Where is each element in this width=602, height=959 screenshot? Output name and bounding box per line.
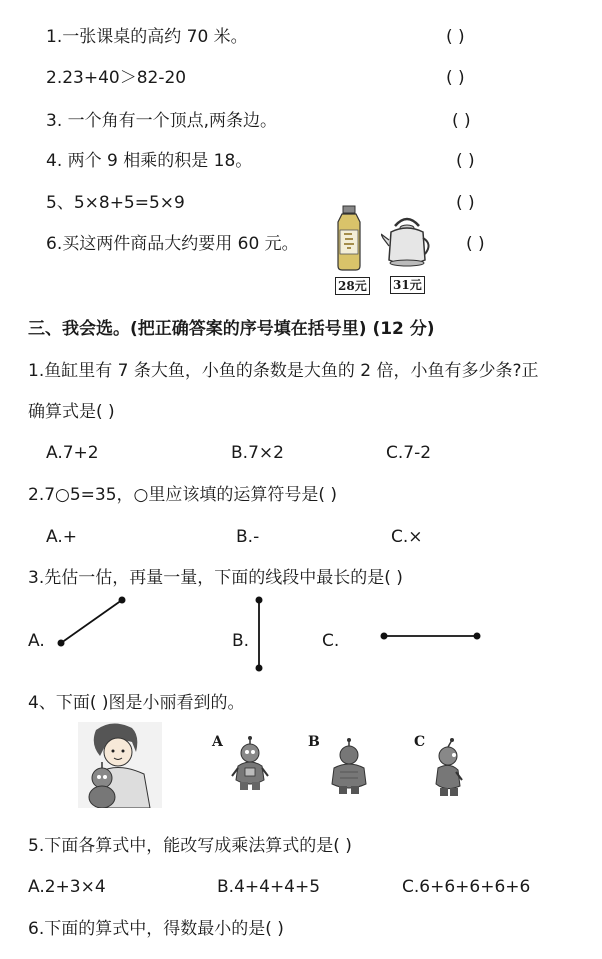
segment-b-endpoint (256, 665, 263, 672)
doll-back-view-image[interactable] (328, 738, 370, 796)
segment-a-endpoint (119, 597, 126, 604)
doll-side-view-image[interactable] (430, 738, 466, 798)
line-segments-figure (0, 590, 602, 680)
question-5-option-c[interactable]: C.6+6+6+6+6 (402, 877, 531, 897)
price-tag-kettle: 31元 (390, 276, 425, 294)
judge-item-2: 2.23+40＞82-20 (46, 68, 187, 88)
section-title: 三、我会选。(把正确答案的序号填在括号里) (12 分) (28, 319, 435, 339)
option-c-label[interactable]: C (414, 734, 426, 750)
question-2-option-b[interactable]: B.- (236, 527, 260, 547)
option-b-label[interactable]: B (308, 734, 320, 750)
segment-c-endpoint (381, 633, 388, 640)
answer-paren-5[interactable]: ( ) (456, 193, 475, 213)
judge-item-4: 4. 两个 9 相乘的积是 18。 (46, 151, 253, 171)
judge-item-6: 6.买这两件商品大约要用 60 元。 (46, 234, 299, 254)
answer-paren-3[interactable]: ( ) (452, 111, 471, 131)
question-1-option-c[interactable]: C.7-2 (386, 443, 432, 463)
price-tag-bottle: 28元 (335, 277, 370, 295)
answer-paren-2[interactable]: ( ) (446, 68, 465, 88)
answer-paren-4[interactable]: ( ) (456, 151, 475, 171)
question-3-stem: 3.先估一估，再量一量，下面的线段中最长的是( ) (28, 568, 403, 588)
segment-c-endpoint (474, 633, 481, 640)
segment-b-endpoint (256, 597, 263, 604)
judge-item-3: 3. 一个角有一个顶点,两条边。 (46, 111, 278, 131)
question-2-option-a[interactable]: A.+ (46, 527, 77, 547)
question-1-option-b[interactable]: B.7×2 (231, 443, 284, 463)
question-3-option-c[interactable]: C. (322, 631, 340, 651)
question-5-option-a[interactable]: A.2+3×4 (28, 877, 106, 897)
answer-paren-6[interactable]: ( ) (466, 234, 485, 254)
bottle-image (330, 204, 368, 272)
question-5-stem: 5.下面各算式中，能改写成乘法算式的是( ) (28, 836, 352, 856)
question-3-option-a[interactable]: A. (28, 631, 45, 651)
kettle-image (381, 210, 433, 270)
question-2-stem: 2.7○5=35，○里应该填的运算符号是( ) (28, 485, 338, 505)
question-4-stem: 4、下面( )图是小丽看到的。 (28, 693, 245, 713)
question-1-stem: 1.鱼缸里有 7 条大鱼，小鱼的条数是大鱼的 2 倍，小鱼有多少条?正 (28, 361, 539, 381)
option-a-label[interactable]: A (212, 734, 223, 750)
question-5-option-b[interactable]: B.4+4+4+5 (217, 877, 321, 897)
doll-front-view-image[interactable] (230, 736, 270, 792)
question-3-option-b[interactable]: B. (232, 631, 250, 651)
answer-paren-1[interactable]: ( ) (446, 27, 465, 47)
girl-with-doll-image (78, 722, 162, 808)
judge-item-1: 1.一张课桌的高约 70 米。 (46, 27, 248, 47)
question-1-option-a[interactable]: A.7+2 (46, 443, 99, 463)
judge-item-5: 5、5×8+5=5×9 (46, 193, 185, 213)
segment-a (61, 600, 122, 643)
question-6-stem: 6.下面的算式中，得数最小的是( ) (28, 919, 284, 939)
question-2-option-c[interactable]: C.× (391, 527, 423, 547)
question-1-stem-continued: 确算式是( ) (28, 402, 115, 422)
segment-a-endpoint (58, 640, 65, 647)
